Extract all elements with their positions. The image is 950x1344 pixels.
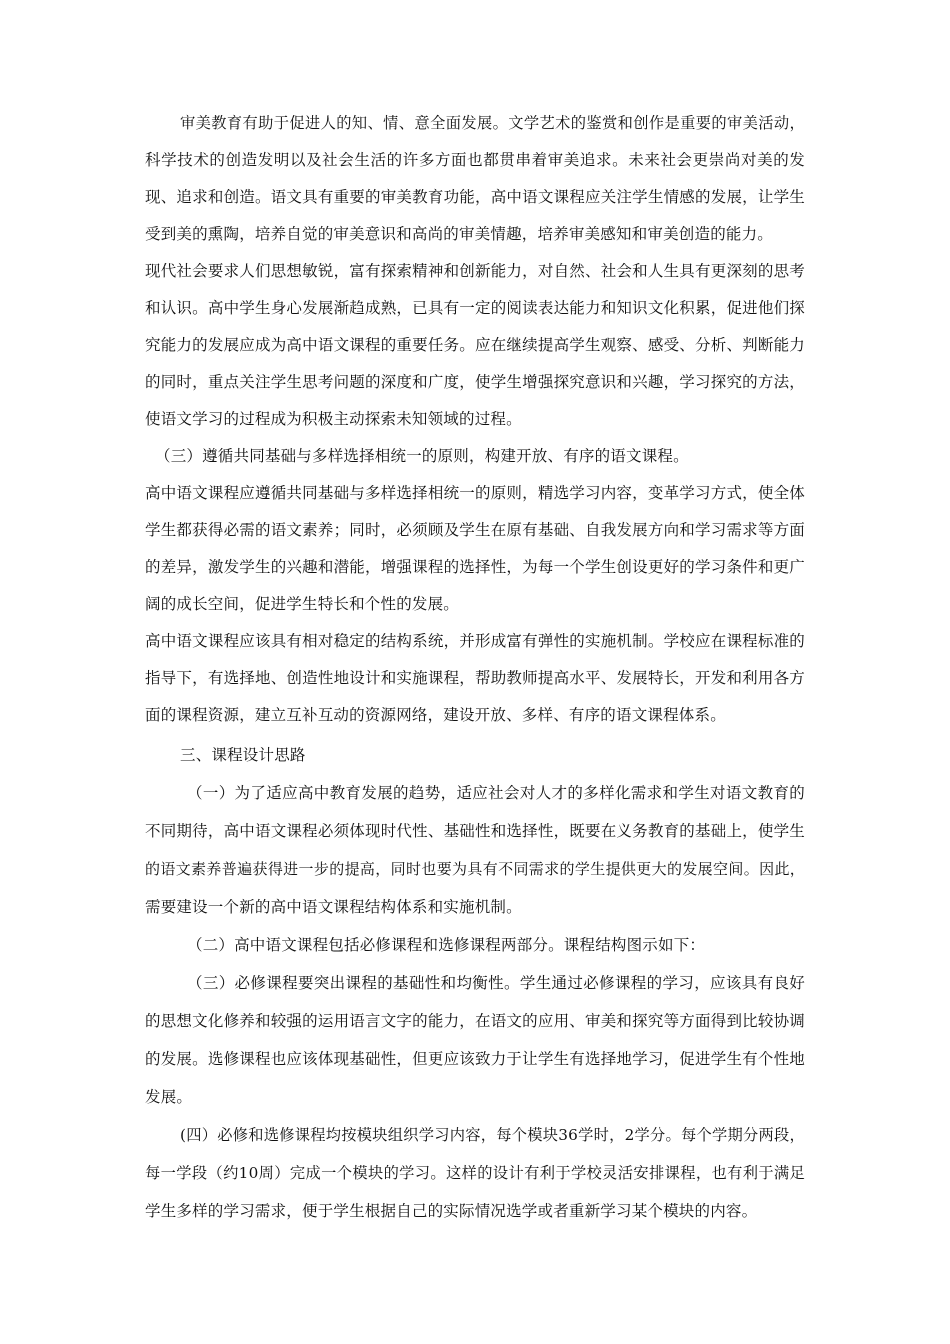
text-line: 受到美的熏陶，培养自觉的审美意识和高尚的审美情趣，培养审美感知和审美创造的能力。 bbox=[145, 225, 774, 243]
text-line: 的思想文化修养和较强的运用语言文字的能力，在语文的应用、审美和探究等方面得到比较协调 bbox=[145, 1012, 805, 1030]
text-line: 发展。 bbox=[145, 1088, 193, 1106]
text-line: 究能力的发展应成为高中语文课程的重要任务。应在继续提高学生观察、感受、分析、判断能力 bbox=[145, 336, 805, 354]
text-line: 每一学段（约10周）完成一个模块的学习。这样的设计有利于学校灵活安排课程，也有利于满足 bbox=[145, 1164, 805, 1182]
text-line: 和认识。高中学生身心发展渐趋成熟，已具有一定的阅读表达能力和知识文化积累，促进他们探 bbox=[145, 299, 805, 317]
text-line: 学生多样的学习需求，便于学生根据自己的实际情况选学或者重新学习某个模块的内容。 bbox=[145, 1202, 758, 1220]
text-line: 高中语文课程应遵循共同基础与多样选择相统一的原则，精选学习内容，变革学习方式，使全体 bbox=[145, 484, 805, 502]
text-line: 使语文学习的过程成为积极主动探索未知领域的过程。 bbox=[145, 410, 522, 428]
text-line: 面的课程资源，建立互补互动的资源网络，建设开放、多样、有序的语文课程体系。 bbox=[145, 706, 726, 724]
text-line: （三）遵循共同基础与多样选择相统一的原则，构建开放、有序的语文课程。 bbox=[155, 447, 689, 465]
text-line: 的同时，重点关注学生思考问题的深度和广度，使学生增强探究意识和兴趣，学习探究的方法， bbox=[145, 373, 805, 391]
text-line: 审美教育有助于促进人的知、情、意全面发展。文学艺术的鉴赏和创作是重要的审美活动， bbox=[180, 114, 805, 132]
text-line: （三）必修课程要突出课程的基础性和均衡性。学生通过必修课程的学习，应该具有良好 bbox=[187, 974, 805, 992]
text-line: 的语文素养普遍获得进一步的提高，同时也要为具有不同需求的学生提供更大的发展空间。因此， bbox=[145, 860, 805, 878]
text-line: 的差异，激发学生的兴趣和潜能，增强课程的选择性，为每一个学生创设更好的学习条件和更广 bbox=[145, 558, 805, 576]
text-line: 现、追求和创造。语文具有重要的审美教育功能，高中语文课程应关注学生情感的发展，让学生 bbox=[145, 188, 805, 206]
text-line: 三、课程设计思路 bbox=[180, 746, 306, 764]
text-line: 的发展。选修课程也应该体现基础性，但更应该致力于让学生有选择地学习，促进学生有个性地 bbox=[145, 1050, 805, 1068]
text-line: （二）高中语文课程包括必修课程和选修课程两部分。课程结构图示如下： bbox=[187, 936, 706, 954]
text-line: 需要建设一个新的高中语文课程结构体系和实施机制。 bbox=[145, 898, 522, 916]
text-line: 高中语文课程应该具有相对稳定的结构系统，并形成富有弹性的实施机制。学校应在课程标准的 bbox=[145, 632, 805, 650]
text-line: 指导下，有选择地、创造性地设计和实施课程，帮助教师提高水平、发展特长，开发和利用各方 bbox=[145, 669, 805, 687]
text-line: 阔的成长空间，促进学生特长和个性的发展。 bbox=[145, 595, 460, 613]
text-line: 学生都获得必需的语文素养；同时，必须顾及学生在原有基础、自我发展方向和学习需求等方面 bbox=[145, 521, 805, 539]
text-line: （一）为了适应高中教育发展的趋势，适应社会对人才的多样化需求和学生对语文教育的 bbox=[187, 784, 805, 802]
text-line: 现代社会要求人们思想敏锐，富有探索精神和创新能力，对自然、社会和人生具有更深刻的思考 bbox=[145, 262, 805, 280]
text-line: 不同期待，高中语文课程必须体现时代性、基础性和选择性，既要在义务教育的基础上，使学生 bbox=[145, 822, 805, 840]
text-line: (四）必修和选修课程均按模块组织学习内容，每个模块36学时，2学分。每个学期分两段， bbox=[180, 1126, 805, 1144]
text-line: 科学技术的创造发明以及社会生活的许多方面也都贯串着审美追求。未来社会更崇尚对美的发 bbox=[145, 151, 805, 169]
